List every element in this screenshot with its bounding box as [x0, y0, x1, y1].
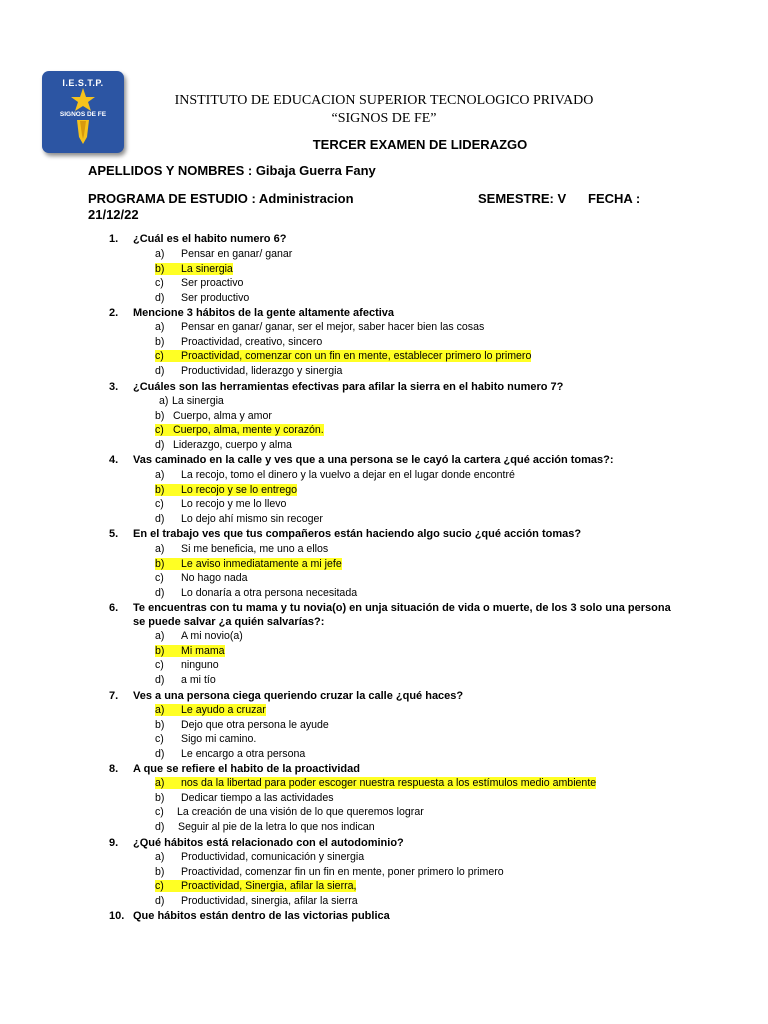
date-value: 21/12/22 — [88, 207, 139, 222]
answer-option — [155, 292, 249, 305]
selected-answer-option — [155, 645, 225, 658]
option-text: Proactividad, Sinergia, afilar la sierra, — [181, 880, 357, 893]
option-letter: a) — [155, 777, 165, 789]
question-text — [133, 689, 463, 703]
question-text-line: ¿Cuáles son las herramientas efectivas para afilar la sierra en el habito numero 7? — [133, 381, 564, 393]
question-text — [133, 836, 404, 850]
option-text: Proactividad, creativo, sincero — [181, 335, 323, 348]
question-text-line: ¿Cuál es el habito numero 6? — [133, 233, 287, 245]
option-letter: b) — [155, 644, 165, 657]
option-text: Proactividad, comenzar fin un fin en mente, poner primero lo primero — [181, 865, 504, 878]
option-letter: d) — [155, 673, 165, 686]
answer-option — [155, 895, 358, 908]
option-letter: a) — [155, 851, 165, 863]
option-letter: d) — [155, 291, 165, 304]
option-letter: b) — [155, 409, 165, 422]
option-letter: a) — [155, 248, 165, 260]
option-text: Le aviso inmediatamente a mi jefe — [181, 557, 342, 570]
question-1 — [109, 232, 286, 246]
question-text-line: se puede salvar ¿a quién salvarías?: — [133, 616, 325, 628]
question-number: 4. — [109, 454, 119, 466]
question-text — [133, 306, 394, 320]
logo-abbreviation: I.E.S.T.P. — [62, 78, 104, 88]
option-letter: a) — [155, 469, 165, 481]
answer-option — [155, 748, 305, 761]
question-8 — [109, 762, 360, 776]
selected-answer-option — [155, 558, 342, 571]
option-letter: b) — [155, 335, 165, 348]
answer-option — [155, 659, 219, 672]
selected-answer-option — [155, 350, 531, 363]
question-5 — [109, 527, 581, 541]
option-letter: d) — [155, 438, 165, 451]
option-letter: c) — [155, 350, 164, 363]
option-letter: c) — [155, 880, 164, 893]
answer-option — [155, 277, 243, 290]
option-letter: a) — [159, 395, 169, 407]
option-letter: a) — [155, 321, 165, 333]
option-text: nos da la libertad para poder escoger nuestra respuesta a los estímulos medio ambiente — [181, 777, 597, 789]
answer-option — [155, 866, 504, 879]
option-text: La creación de una visión de lo que queremos lograr — [177, 806, 424, 819]
answer-option — [159, 395, 224, 408]
option-letter: c) — [155, 806, 164, 819]
answer-option — [155, 806, 424, 819]
answer-option — [155, 572, 248, 585]
option-letter: b) — [155, 483, 165, 496]
question-text — [133, 601, 671, 629]
answer-option — [155, 630, 243, 643]
option-letter: c) — [155, 277, 164, 290]
question-text-line: Te encuentras con tu mama y tu novia(o) en unja situación de vida o muerte, de los 3 solo una persona — [133, 602, 671, 614]
answer-option — [155, 498, 286, 511]
question-number: 8. — [109, 763, 119, 775]
option-letter: b) — [155, 718, 165, 731]
option-text: ninguno — [181, 659, 219, 672]
answer-option — [155, 733, 256, 746]
answer-option — [155, 674, 216, 687]
option-text: Dedicar tiempo a las actividades — [181, 791, 334, 804]
option-text: Ser productivo — [181, 291, 250, 304]
option-text: Sigo mi camino. — [181, 733, 257, 746]
question-number: 7. — [109, 690, 119, 702]
logo-motto: SIGNOS DE FE — [59, 111, 107, 118]
question-text-line: Ves a una persona ciega queriendo cruzar la calle ¿qué haces? — [133, 690, 464, 702]
study-program-field: PROGRAMA DE ESTUDIO : Administracion — [88, 191, 354, 206]
option-text: Lo recojo y me lo llevo — [181, 498, 287, 511]
selected-answer-option — [155, 484, 297, 497]
option-text: La recojo, tomo el dinero y la vuelvo a dejar en el lugar donde encontré — [181, 469, 515, 481]
question-text-line: Vas caminado en la calle y ves que a una persona se le cayó la cartera ¿qué acción tomas?: — [133, 454, 614, 466]
question-text — [133, 527, 581, 541]
option-text: Si me beneficia, me uno a ellos — [181, 543, 329, 555]
option-letter: a) — [155, 630, 165, 642]
selected-answer-option — [155, 424, 324, 437]
answer-option — [155, 792, 334, 805]
answer-option — [155, 851, 364, 864]
option-text: La sinergia — [172, 395, 224, 407]
option-text: Productividad, sinergia, afilar la sierra — [181, 894, 358, 907]
question-number: 9. — [109, 837, 119, 849]
answer-option — [155, 821, 375, 834]
option-text: Mi mama — [181, 644, 225, 657]
institution-short-name: “SIGNOS DE FE” — [331, 111, 437, 126]
answer-option — [155, 513, 323, 526]
option-text: Liderazgo, cuerpo y alma — [173, 438, 292, 451]
option-letter: d) — [155, 364, 165, 377]
option-text: La sinergia — [181, 262, 233, 275]
option-text: Le encargo a otra persona — [181, 747, 306, 760]
option-letter: c) — [155, 659, 164, 672]
answer-option — [155, 543, 328, 556]
question-text-line: ¿Qué hábitos está relacionado con el autodominio? — [133, 837, 404, 849]
question-number: 6. — [109, 602, 119, 614]
option-text: Lo donaría a otra persona necesitada — [181, 586, 358, 599]
question-10 — [109, 909, 390, 923]
answer-option — [155, 410, 272, 423]
answer-option — [155, 439, 292, 452]
option-letter: c) — [155, 498, 164, 511]
selected-answer-option — [155, 880, 356, 893]
question-text-line: Que hábitos están dentro de las victorias publica — [133, 910, 390, 922]
selected-answer-option — [155, 704, 266, 717]
question-text — [133, 909, 390, 923]
exam-title: TERCER EXAMEN DE LIDERAZGO — [312, 137, 528, 152]
question-number: 5. — [109, 528, 119, 540]
option-letter: b) — [155, 557, 165, 570]
institution-name: INSTITUTO DE EDUCACION SUPERIOR TECNOLOGICO PRIVADO — [174, 93, 594, 108]
selected-answer-option — [155, 263, 233, 276]
option-text: Pensar en ganar/ ganar — [181, 248, 293, 260]
question-text — [133, 453, 614, 467]
semester-field: SEMESTRE: V — [478, 191, 567, 206]
answer-option — [155, 248, 292, 261]
option-letter: b) — [155, 262, 165, 275]
option-text: Lo recojo y se lo entrego — [181, 483, 298, 496]
answer-option — [155, 587, 357, 600]
question-number: 2. — [109, 307, 119, 319]
option-letter: b) — [155, 791, 165, 804]
option-letter: a) — [155, 543, 165, 555]
option-letter: d) — [155, 512, 165, 525]
option-text: Le ayudo a cruzar — [181, 704, 266, 716]
option-text: a mi tío — [181, 673, 216, 686]
option-letter: a) — [155, 704, 165, 716]
option-letter: d) — [155, 747, 165, 760]
question-text — [133, 762, 360, 776]
question-7 — [109, 689, 463, 703]
option-letter: c) — [155, 424, 164, 437]
option-text: Pensar en ganar/ ganar, ser el mejor, saber hacer bien las cosas — [181, 321, 485, 333]
answer-option — [155, 336, 322, 349]
option-text: No hago nada — [181, 572, 248, 585]
question-6 — [109, 601, 671, 629]
question-text — [133, 380, 563, 394]
option-text: Cuerpo, alma, mente y corazón. — [173, 424, 324, 437]
question-text-line: A que se refiere el habito de la proactividad — [133, 763, 360, 775]
option-text: Cuerpo, alma y amor — [173, 409, 272, 422]
option-text: Dejo que otra persona le ayude — [181, 718, 329, 731]
answer-option — [155, 321, 484, 334]
answer-option — [155, 719, 329, 732]
question-text — [133, 232, 286, 246]
answer-option — [155, 365, 342, 378]
option-letter: b) — [155, 865, 165, 878]
option-text: A mi novio(a) — [181, 630, 243, 642]
student-name-field: APELLIDOS Y NOMBRES : Gibaja Guerra Fany — [88, 163, 376, 178]
question-text-line: En el trabajo ves que tus compañeros están haciendo algo sucio ¿qué acción tomas? — [133, 528, 582, 540]
option-letter: d) — [155, 894, 165, 907]
option-letter: d) — [155, 820, 165, 833]
answer-option — [155, 469, 515, 482]
date-label: FECHA : — [588, 191, 641, 206]
option-letter: c) — [155, 572, 164, 585]
question-text-line: Mencione 3 hábitos de la gente altamente afectiva — [133, 307, 395, 319]
question-number: 3. — [109, 381, 119, 393]
question-9 — [109, 836, 404, 850]
option-text: Productividad, liderazgo y sinergia — [181, 364, 343, 377]
selected-answer-option — [155, 777, 596, 790]
option-text: Ser proactivo — [181, 277, 244, 290]
option-text: Lo dejo ahí mismo sin recoger — [181, 512, 323, 525]
option-text: Productividad, comunicación y sinergia — [181, 851, 365, 863]
option-letter: d) — [155, 586, 165, 599]
question-4 — [109, 453, 614, 467]
option-letter: c) — [155, 733, 164, 746]
question-number: 10. — [109, 910, 125, 922]
option-text: Seguir al pie de la letra lo que nos indican — [178, 820, 375, 833]
question-3 — [109, 380, 563, 394]
question-number: 1. — [109, 233, 119, 245]
question-2 — [109, 306, 394, 320]
option-text: Proactividad, comenzar con un fin en mente, establecer primero lo primero — [181, 350, 532, 363]
